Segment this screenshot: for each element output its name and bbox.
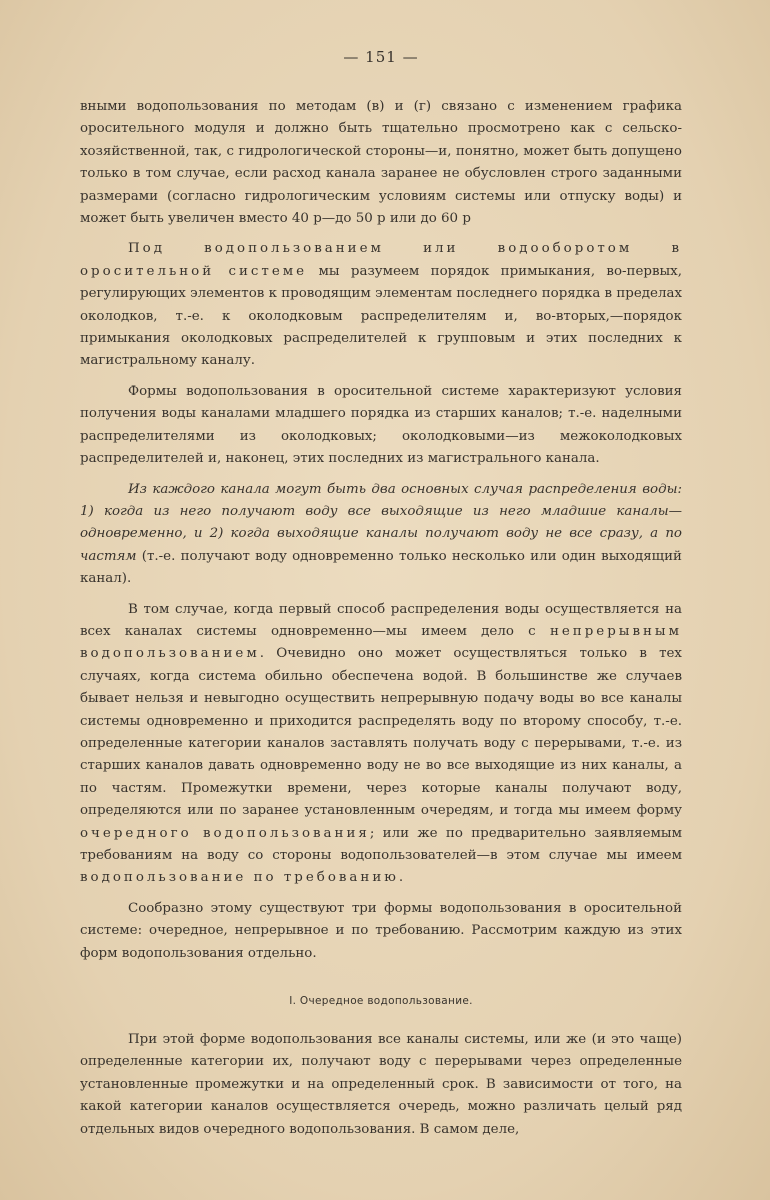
spaced-term: водопользование по требованию (80, 870, 399, 886)
paragraph-5-text-d: . (398, 870, 404, 886)
paragraph-4-text: (т.-е. получают воду одновременно только несколько или один выходящий канал). (80, 548, 682, 587)
paragraph-3: Формы водопользования в оросительной системе характеризуют условия получения воды каналами младшего порядка из старших каналов; т.-е. наделными распределителями из околодковых; околодковыми—из межоколодковых распределителей и, наконец, этих последних из магистрального канала. (80, 383, 682, 467)
paragraph-5-text-b: . Очевидно оно может осуществляться только в тех случаях, когда система обильно обеспечена водой. В большинстве же случаев бывает нельзя и невыгодно осуществить непрерывную подачу воды во все каналы системы одновременно и приходится распределять воду по второму способу, т.-е. определенные категории каналов заставлять получать воду с перерывами, т.-е. из старших каналов давать одновременно воду не во все выходящие из них каналы, а по частям. Промежутки времени, через которые каналы получают воду, определяются или по заранее установленным очередям, и тогда мы имеем форму (80, 646, 682, 819)
paragraph-6: Сообразно этому существуют три формы водопользования в оросительной системе: очередное, непрерывное и по требованию. Рассмотрим каждую из этих форм водопользования отдельно. (80, 900, 682, 961)
page-number: — 151 — (343, 48, 419, 66)
italic-definition: Из каждого канала могут быть два основных случая распределения воды: 1) когда из него получают воду все выходящие из него младшие каналы—одновременно, и 2) когда выходящие каналы получают воду не все сразу, а по частям (80, 481, 682, 564)
paragraph-2-text: мы разумеем порядок примыкания, во-первых, регулирующих элементов к проводящим элементам последнего порядка в пределах околодков, т.-е. к околодковым распределителям и, во-вторых,—порядок примыкания околодковых распределителей к групповым и этих последних к магистральному каналу. (80, 263, 682, 369)
paragraph-5-text-a: В том случае, когда первый способ распределения воды осуществляется на всех каналах системы одновременно—мы имеем дело с (80, 601, 682, 639)
paragraph-2 (80, 238, 682, 372)
section-heading: I. Очередное водопользование. (289, 995, 473, 1008)
spaced-term: Под водопользованием или водооборотом в оросительной системе (80, 241, 682, 279)
spaced-term: очередного водопользования (80, 825, 370, 841)
paragraph-1: вными водопользования по методам (в) и (г) связано с изменением графика оросительного модуля и должно быть тщательно просмотрено как с сельско-хозяйственной, так, с гидрологической стороны—и, понятно, может быть допущено только в том случае, если расход канала заранее не обусловлен строго заданными размерами (согласно гидрологическим условиям системы или отпуску воды) и может быть увеличен вместо 40 р—до 50 р или до 60 р (80, 99, 682, 227)
paragraph-4 (80, 479, 682, 591)
paragraph-5 (80, 599, 682, 890)
paragraph-7: При этой форме водопользования все каналы системы, или же (и это чаще) определенные категории их, получают воду с перерывами через определенные установленные промежутки и на определенный срок. В зависимости от того, на какой категории каналов осуществляется очередь, можно различать целый ряд отдельных видов очередного водопользования. В самом деле, (80, 1032, 682, 1137)
spaced-term: непрерывным водопользованием (80, 623, 682, 662)
paragraph-5-text-c: ; или же по предварительно заявляемым требованиям на воду со стороны водопользователей—в этом случае мы имеем (80, 825, 682, 863)
